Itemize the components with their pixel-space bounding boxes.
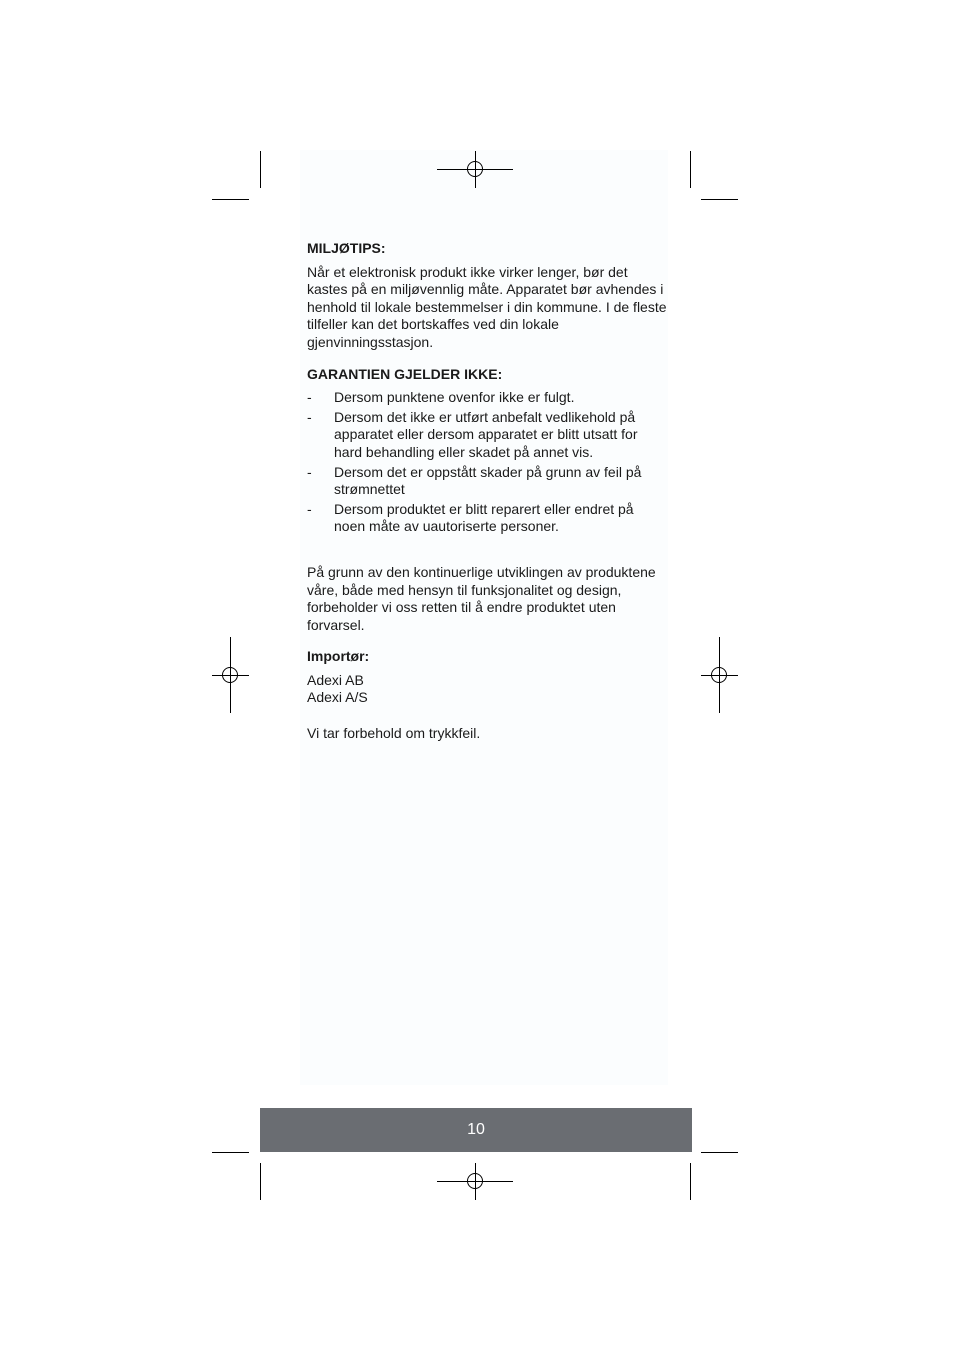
list-item: - Dersom punktene ovenfor ikke er fulgt. [307,389,575,406]
product-change-notice: På grunn av den kontinuerlige utviklingen av produktene våre, både med hensyn til funksjonalitet og design, forbeholder vi oss retten til å endre produktet uten forvarsel. [307,563,656,633]
importer-lines [307,672,672,707]
warranty-exclusion-list [307,389,652,536]
section-body-miljotips: Når et elektronisk produkt ikke virker lenger, bør det kastes på en miljøvennlig måte. Apparatet bør avhendes i henhold til lokale bestemmelser i din kommune. I de fleste tilfeller kan det bortskaffes ved din lokale gjenvinningsstasjon. [307,263,667,350]
importer-line: Adexi A/S [307,689,368,706]
importer-line: Adexi AB [307,671,364,688]
page-footer-bar [260,1108,692,1152]
section-heading-miljotips: MILJØTIPS: [307,240,386,256]
section-heading-garanti: GARANTIEN GJELDER IKKE: [307,365,503,382]
document-content [307,240,672,757]
list-item: - Dersom det er oppstått skader på grunn av feil på strømnettet [307,463,642,498]
list-item: - Dersom det ikke er utført anbefalt vedlikehold på apparatet eller dersom apparatet er blitt utsatt for hard behandling eller skadet på annet vis. [307,408,638,460]
page-number: 10 [467,1121,485,1138]
print-error-disclaimer: Vi tar forbehold om trykkfeil. [307,725,481,742]
importer-heading: Importør: [307,648,370,665]
list-item: - Dersom produktet er blitt reparert eller endret på noen måte av uautoriserte personer. [307,500,634,535]
